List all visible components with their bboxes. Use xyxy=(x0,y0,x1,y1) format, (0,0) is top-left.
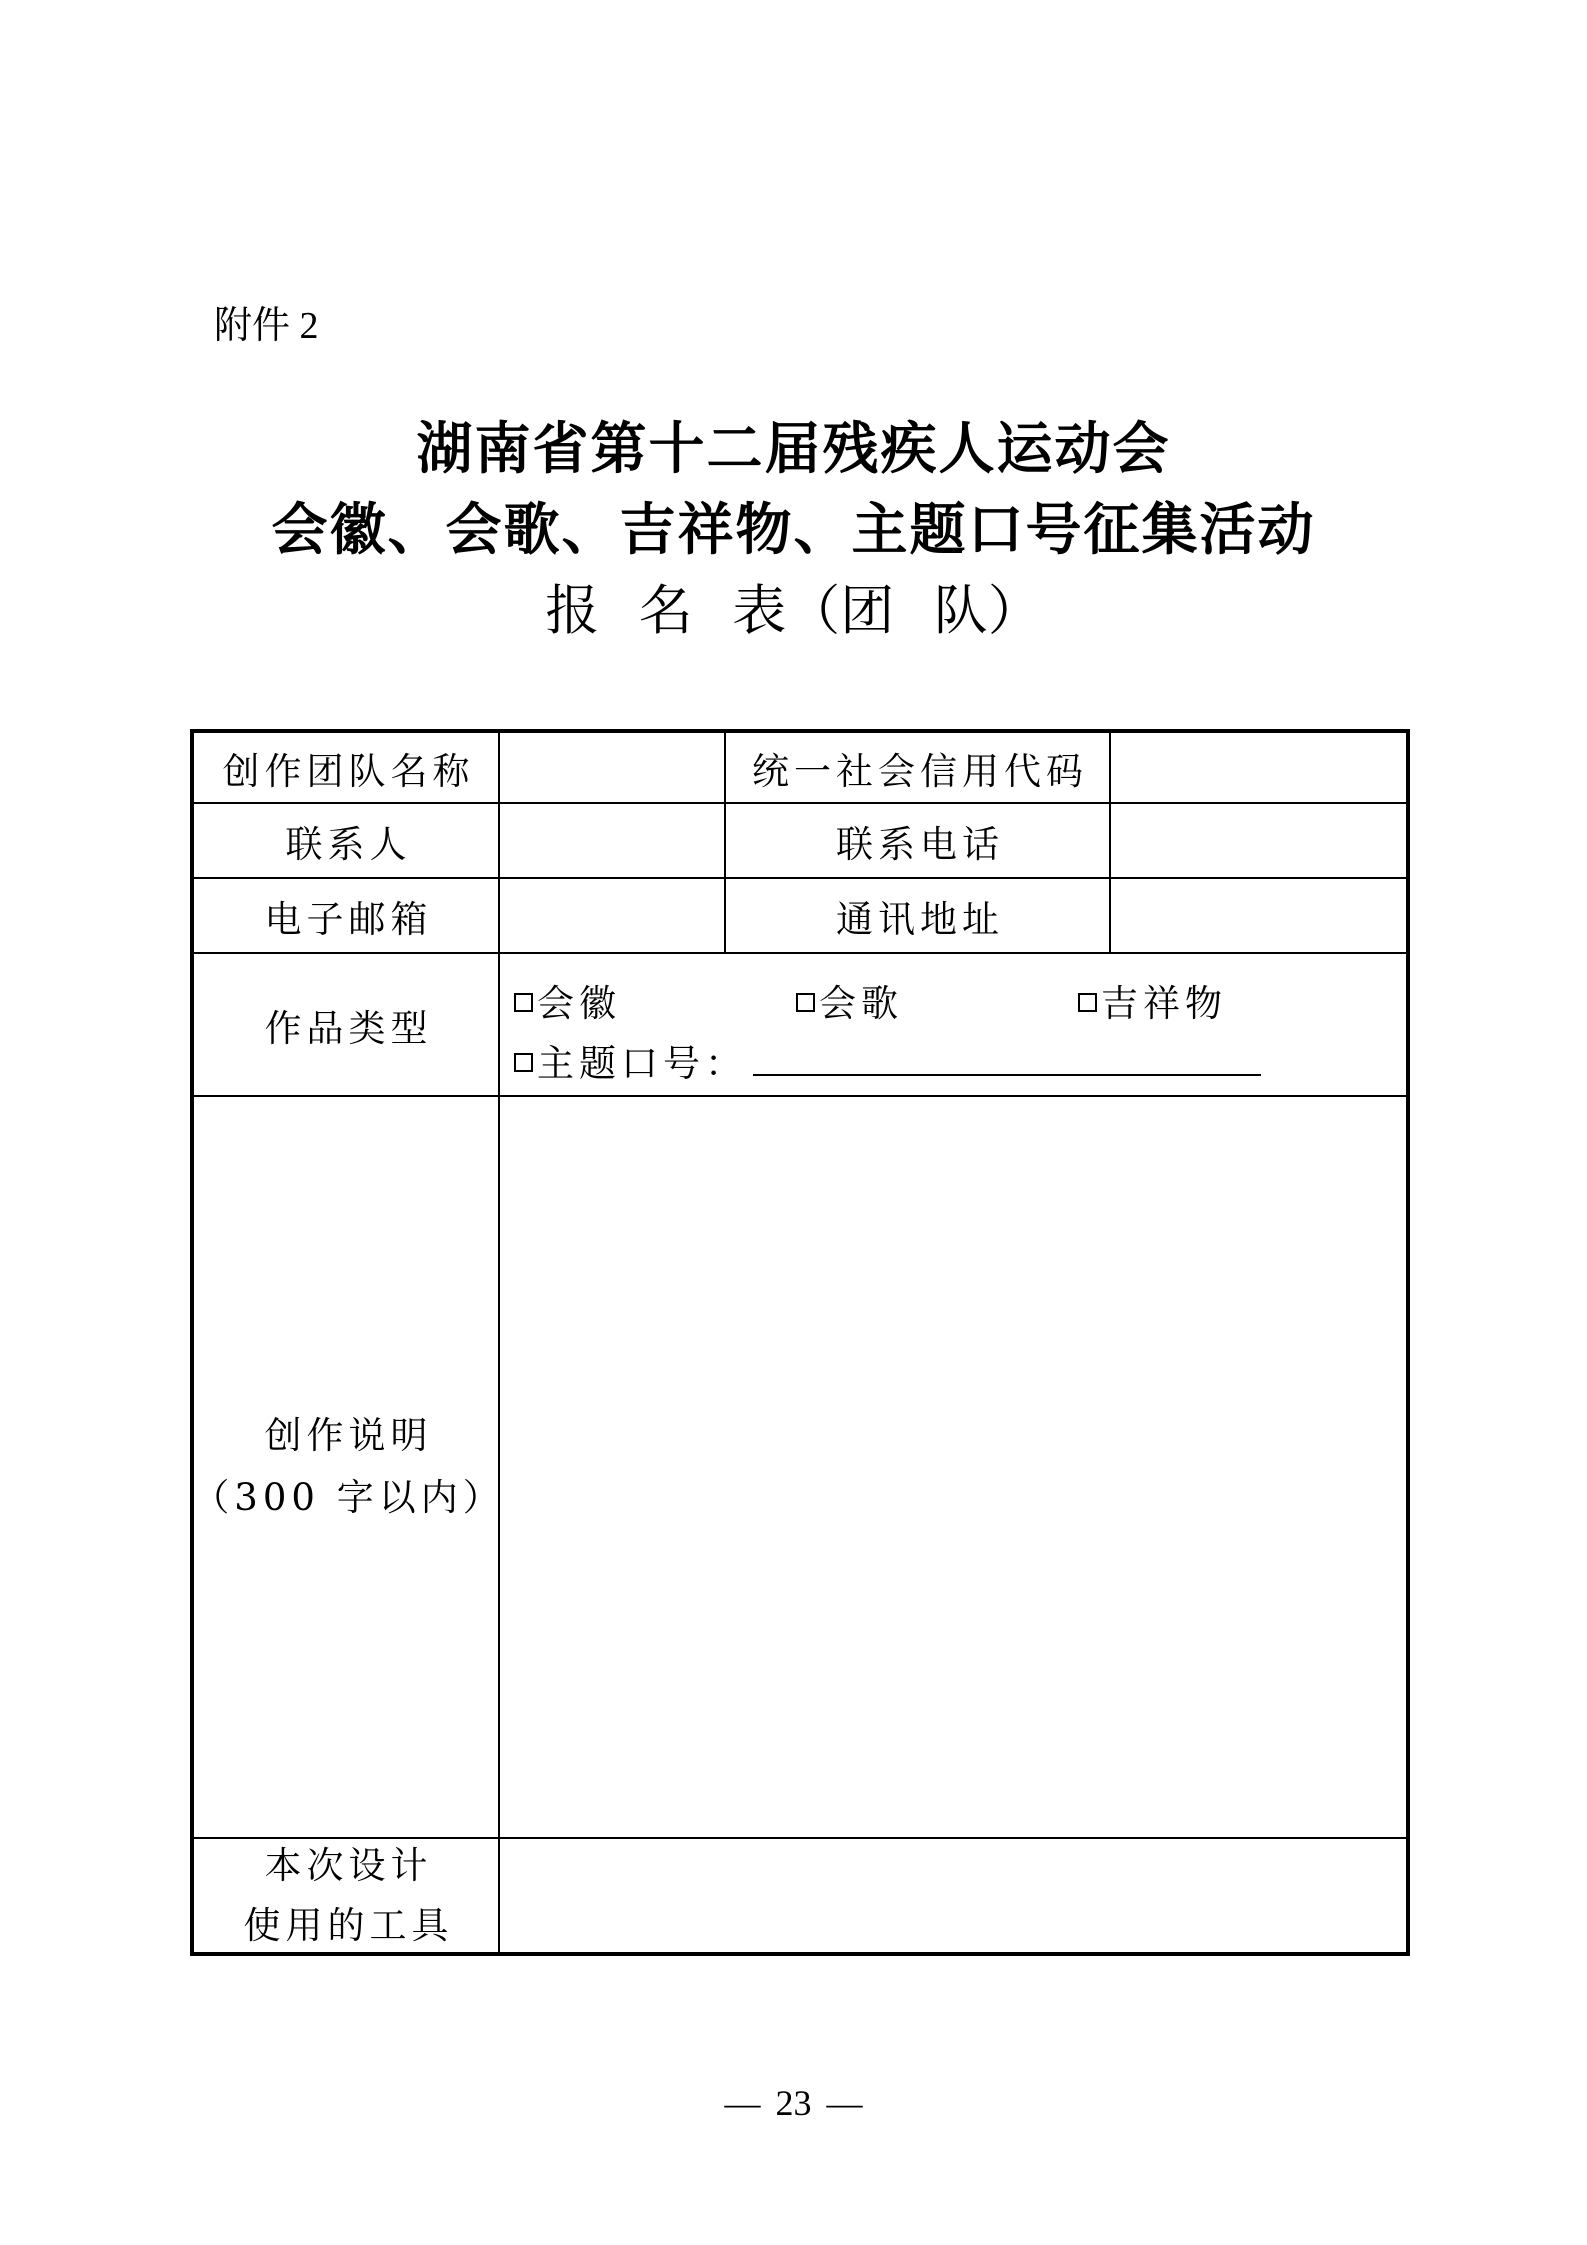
phone-label-cell xyxy=(726,804,1111,879)
slogan-input-line[interactable] xyxy=(753,1074,1261,1076)
team-name-label-cell xyxy=(194,733,500,804)
description-label-cell xyxy=(192,1097,505,1839)
attachment-label: 附件 2 xyxy=(214,305,319,347)
option-label: 吉祥物 xyxy=(1101,982,1227,1025)
email-label: 电子邮箱 xyxy=(264,897,433,941)
option-song[interactable] xyxy=(796,978,903,1025)
checkbox[interactable] xyxy=(514,1053,533,1072)
form-title: 报 名 表（团 队） xyxy=(545,581,1042,641)
team-name-label: 创作团队名称 xyxy=(222,749,475,793)
contact-label-cell xyxy=(194,804,500,879)
checkbox[interactable] xyxy=(796,993,815,1012)
work-type-label: 作品类型 xyxy=(264,1006,433,1050)
option-mascot[interactable] xyxy=(1078,978,1227,1025)
credit-code-label: 统一社会信用代码 xyxy=(752,749,1088,793)
email-label-cell xyxy=(194,879,500,954)
contact-field[interactable] xyxy=(500,804,726,879)
email-field[interactable] xyxy=(500,879,726,954)
address-field[interactable] xyxy=(1111,879,1406,954)
option-slogan[interactable] xyxy=(514,1038,747,1085)
description-label xyxy=(187,1405,504,1529)
option-label: 会歌 xyxy=(819,982,903,1025)
address-label-cell xyxy=(726,879,1111,954)
registration-form-table xyxy=(190,729,1410,1956)
description-field[interactable] xyxy=(500,1097,1406,1839)
tools-label xyxy=(239,1836,454,1956)
description-label-line-1: 创作说明 xyxy=(264,1414,433,1457)
work-type-label-cell xyxy=(194,954,500,1097)
option-label: 会徽 xyxy=(537,982,621,1025)
tools-field[interactable] xyxy=(500,1839,1406,1952)
tools-label-line-1: 本次设计 xyxy=(264,1843,433,1887)
page-number: — 23 — xyxy=(724,2083,863,2123)
checkbox[interactable] xyxy=(1078,993,1097,1012)
credit-code-label-cell xyxy=(726,733,1111,804)
credit-code-field[interactable] xyxy=(1111,733,1406,804)
option-label: 主题口号： xyxy=(537,1042,747,1085)
phone-label: 联系电话 xyxy=(836,822,1004,866)
team-name-field[interactable] xyxy=(500,733,726,804)
address-label: 通讯地址 xyxy=(836,897,1004,941)
option-emblem[interactable] xyxy=(514,978,621,1025)
title-line-1: 湖南省第十二届残疾人运动会 xyxy=(416,419,1171,481)
work-type-options xyxy=(500,954,1406,1097)
tools-label-cell xyxy=(194,1839,500,1952)
phone-field[interactable] xyxy=(1111,804,1406,879)
title-line-2: 会徽、会歌、吉祥物、主题口号征集活动 xyxy=(271,500,1316,562)
checkbox[interactable] xyxy=(514,993,533,1012)
description-label-line-2: （300 字以内） xyxy=(192,1476,505,1519)
contact-label: 联系人 xyxy=(285,822,412,866)
tools-label-line-2: 使用的工具 xyxy=(243,1903,454,1947)
